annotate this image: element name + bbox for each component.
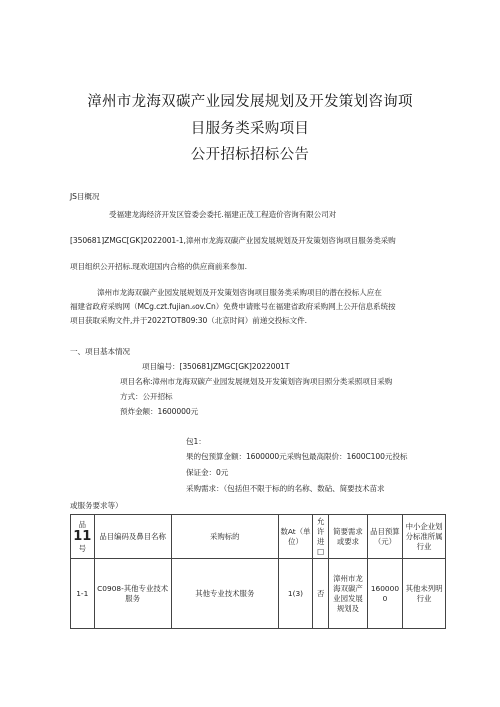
overview-heading: JS目概况 [70, 192, 100, 201]
column-header-sme: 中小企业划分标准所属行业 [403, 515, 446, 559]
title-line-2: 目服务类采购项目 [190, 121, 310, 137]
cell-seq: 1-1 [71, 559, 95, 629]
column-header-requirements: 简要需求或要求 [329, 515, 368, 559]
overview-paragraph-line: 受福建龙海经济开发区管委会委托.福建正茂工程造价咨询有限公司对 [109, 210, 337, 219]
cell-qty: 1(3) [278, 559, 312, 629]
cell-target: 其他专业技术服务 [171, 559, 278, 629]
column-header-budget: 品目预算（元） [367, 515, 402, 559]
overview-paragraph-line: 漳州市龙海双碳产业园发展规划及开发策划咨询项目服务类采购项目的潜在投标人应在 [97, 288, 382, 297]
column-header-target: 采购标的 [171, 515, 278, 559]
header-seq-top: 品 [78, 519, 86, 529]
items-table [70, 514, 446, 629]
cell-budget: 1600000 [367, 559, 402, 629]
column-header-seq [71, 515, 95, 559]
cell-import: 否 [313, 559, 329, 629]
cell-sme: 其他未列明行业 [403, 559, 446, 629]
overview-paragraph-line: 福建省政府采购网（MCg.czt.fujian.₆ov.Cn）免费申请账号在福建省政府采购网上公开信息系统按 [70, 302, 396, 311]
project-number: 项目编号：[350681JZMGC[GK]2022001T [142, 362, 290, 371]
column-header-import: 允许进□ [313, 515, 329, 559]
overview-paragraph-line: [350681]ZMGC[GK]2022001-1,漳州市龙海双碳产业园发展规划及开发策划咨询项目服务类采购 [70, 236, 396, 245]
package-line: 采购需求：（包括但不限于标的的名称、数砧、简要技术苗求 [186, 484, 385, 493]
package-label: 包1： [186, 437, 206, 446]
budget-amount: 预炸金额：1600000元 [120, 407, 199, 416]
header-seq-bottom: 号 [78, 543, 86, 553]
overview-paragraph-line: 项目获取采购文件,并于2022TOT809:30（北京时间）前递交投标文件. [70, 316, 307, 325]
title-line-1: 漳州市龙海双碳产业园发展规划及开发策划咨询项 [87, 94, 413, 110]
package-line: 或服务要求等） [70, 501, 123, 510]
column-header-qty: 数At（单位） [278, 515, 312, 559]
table-row [71, 559, 446, 629]
project-name: 项目名称:漳州市龙海双碳产业园发展规划及开发策划咨询项目照分类采照项目采购 [120, 377, 393, 386]
procurement-method: 方式：公开招标 [120, 392, 173, 401]
title-line-3: 公开招标招标公告 [190, 147, 310, 163]
column-header-code: 品目编码及鼻目名称 [94, 515, 171, 559]
header-seq-mid: 11 [73, 528, 92, 544]
table-header-row [71, 515, 446, 559]
overview-paragraph-line: 项目组织公开招标.现欢迎国内合格的供应商前来参加. [70, 262, 247, 271]
cell-code: C0908-其他专业技术服务 [94, 559, 171, 629]
package-line: 保证金：0元 [186, 468, 229, 477]
section-heading: 一、项目基本情况 [70, 347, 130, 356]
package-line: 果的包预算金额：1600000元采购包最高限价：1600C100元投标 [186, 452, 408, 461]
cell-requirements: 漳州市龙海双碳产业园发展规划及 [329, 559, 368, 629]
